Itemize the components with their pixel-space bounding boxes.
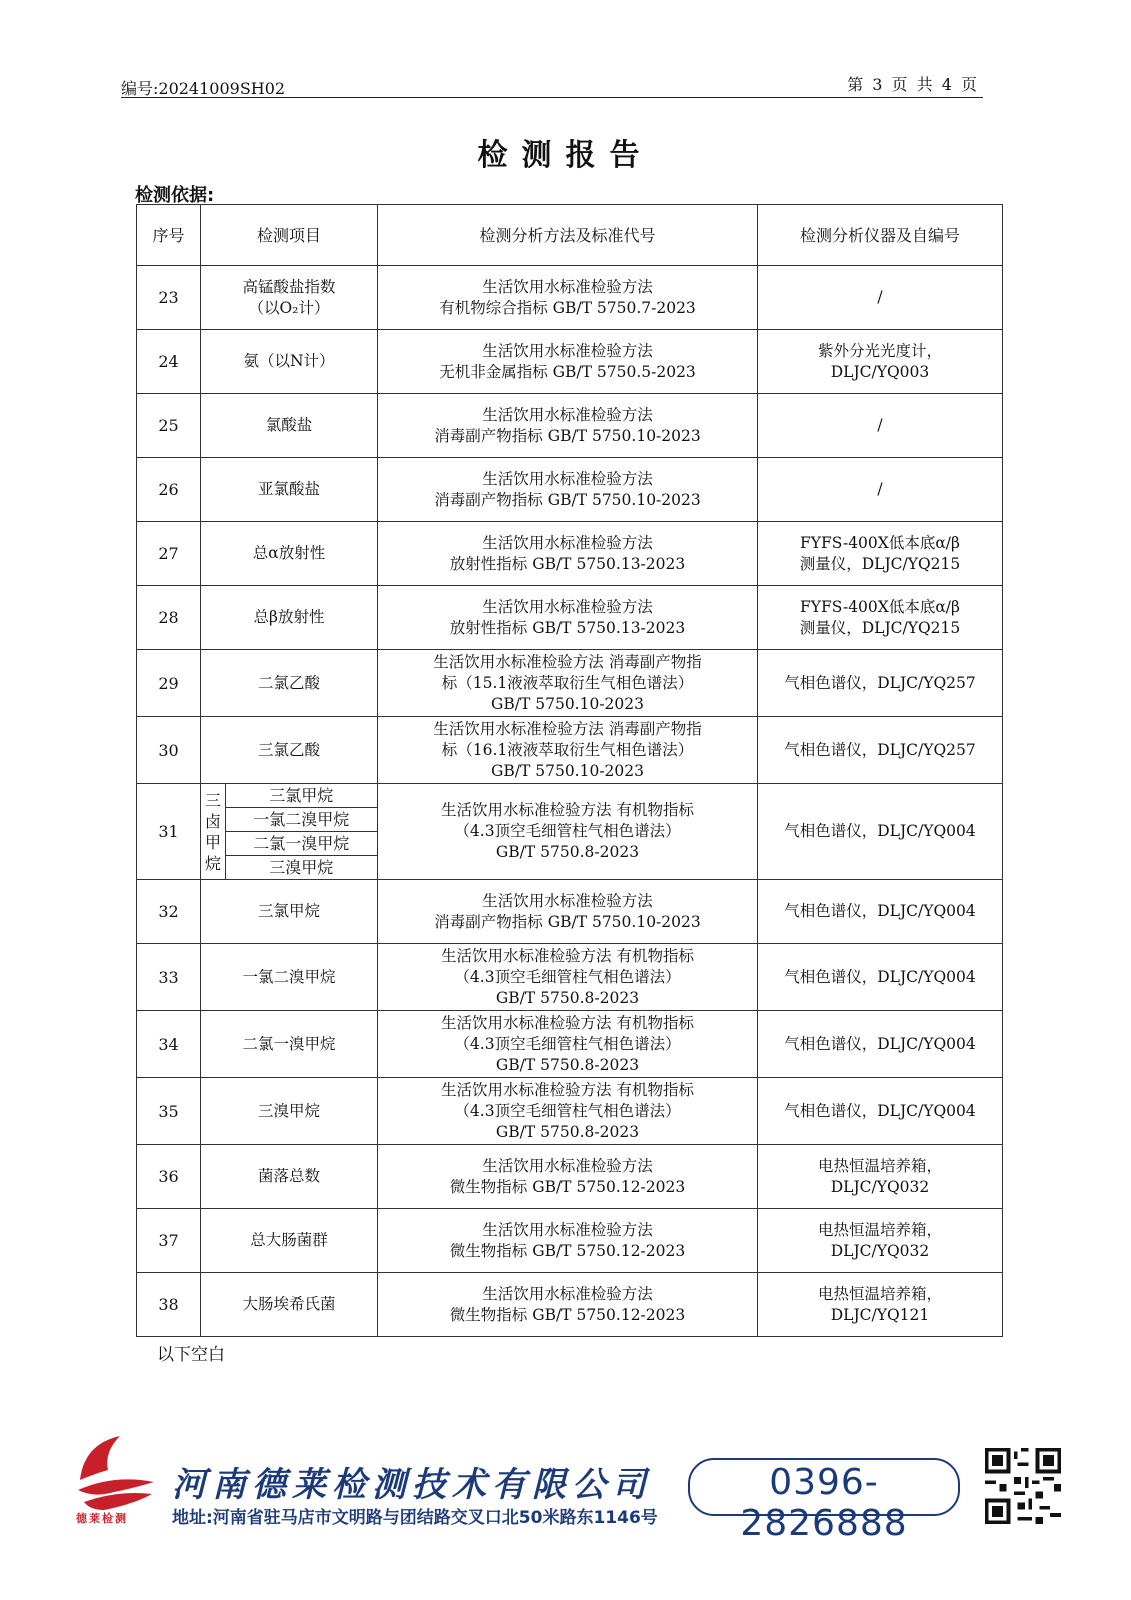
company-address: 地址:河南省驻马店市文明路与团结路交叉口北50米路东1146号 (172, 1508, 658, 1528)
row-item: 总β放射性 (201, 586, 378, 650)
row-instrument: / (758, 394, 1003, 458)
table-row-36 (137, 1145, 1003, 1209)
row-no: 34 (137, 1011, 201, 1078)
row-method: 生活饮用水标准检验方法 微生物指标 GB/T 5750.12-2023 (378, 1273, 758, 1337)
row-item: 一氯二溴甲烷 (201, 944, 378, 1011)
row-instrument: 气相色谱仪，DLJC/YQ257 (758, 717, 1003, 784)
table-row-30 (137, 717, 1003, 784)
row-method: 生活饮用水标准检验方法 有机物指标 （4.3顶空毛细管柱气相色谱法） GB/T 5750.8-2023 (378, 1011, 758, 1078)
row-instrument: 气相色谱仪，DLJC/YQ004 (758, 880, 1003, 944)
table-row-23 (137, 266, 1003, 330)
logo-caption: 德莱检测 (76, 1512, 128, 1525)
row-item: 氯酸盐 (201, 394, 378, 458)
row-item: 菌落总数 (201, 1145, 378, 1209)
header-rule (121, 97, 983, 98)
row-item: 总大肠菌群 (201, 1209, 378, 1273)
row-item: 氨（以N计） (201, 330, 378, 394)
table-row-34 (137, 1011, 1003, 1078)
row-item: 三溴甲烷 (201, 1078, 378, 1145)
page-title: 检测报告 (477, 138, 654, 173)
trihalomethane-subtable (201, 784, 377, 879)
row-item-group (201, 784, 378, 880)
row-instrument: 气相色谱仪，DLJC/YQ004 (758, 1011, 1003, 1078)
row-instrument: 电热恒温培养箱， DLJC/YQ032 (758, 1209, 1003, 1273)
row-item: 三氯甲烷 (201, 880, 378, 944)
table-row-28 (137, 586, 1003, 650)
row-item: 大肠埃希氏菌 (201, 1273, 378, 1337)
table-row-25 (137, 394, 1003, 458)
header-item: 检测项目 (201, 205, 378, 266)
group-label: 三 卤 甲 烷 (201, 784, 225, 879)
table-row-29 (137, 650, 1003, 717)
row-item: 二氯乙酸 (201, 650, 378, 717)
company-name: 河南德莱检测技术有限公司 (172, 1465, 652, 1505)
row-instrument: 紫外分光光度计， DLJC/YQ003 (758, 330, 1003, 394)
table-row-32 (137, 880, 1003, 944)
blank-below-note: 以下空白 (157, 1345, 225, 1365)
qr-code-icon (985, 1448, 1061, 1524)
row-instrument: / (758, 266, 1003, 330)
row-instrument: 气相色谱仪，DLJC/YQ257 (758, 650, 1003, 717)
row-instrument: 电热恒温培养箱， DLJC/YQ121 (758, 1273, 1003, 1337)
row-no: 32 (137, 880, 201, 944)
header-instrument: 检测分析仪器及自编号 (758, 205, 1003, 266)
sub-item: 三溴甲烷 (269, 858, 334, 877)
row-no: 33 (137, 944, 201, 1011)
row-method: 生活饮用水标准检验方法 消毒副产物指 标（15.1液液萃取衍生气相色谱法） GB/T 5750.10-2023 (378, 650, 758, 717)
row-instrument: 电热恒温培养箱， DLJC/YQ032 (758, 1145, 1003, 1209)
page-info: 第 3 页 共 4 页 (847, 75, 979, 94)
row-no: 30 (137, 717, 201, 784)
sub-item: 一氯二溴甲烷 (225, 808, 377, 832)
row-instrument: / (758, 458, 1003, 522)
company-phone: 0396-2826888 (740, 1462, 908, 1544)
row-no: 38 (137, 1273, 201, 1337)
report-number: 编号:20241009SH02 (121, 79, 286, 98)
test-basis-table (136, 204, 1003, 1337)
row-no: 24 (137, 330, 201, 394)
row-no: 26 (137, 458, 201, 522)
row-instrument: FYFS-400X低本底α/β 测量仪，DLJC/YQ215 (758, 586, 1003, 650)
row-method: 生活饮用水标准检验方法 微生物指标 GB/T 5750.12-2023 (378, 1209, 758, 1273)
table-row-38 (137, 1273, 1003, 1337)
row-instrument: FYFS-400X低本底α/β 测量仪，DLJC/YQ215 (758, 522, 1003, 586)
row-method: 生活饮用水标准检验方法 消毒副产物指标 GB/T 5750.10-2023 (378, 458, 758, 522)
row-method: 生活饮用水标准检验方法 有机物指标 （4.3顶空毛细管柱气相色谱法） GB/T 5750.8-2023 (378, 784, 758, 880)
table-row-33 (137, 944, 1003, 1011)
row-item: 三氯乙酸 (201, 717, 378, 784)
row-no: 31 (137, 784, 201, 880)
row-no: 36 (137, 1145, 201, 1209)
row-method: 生活饮用水标准检验方法 有机物指标 （4.3顶空毛细管柱气相色谱法） GB/T 5750.8-2023 (378, 944, 758, 1011)
row-no: 28 (137, 586, 201, 650)
row-method: 生活饮用水标准检验方法 有机物指标 （4.3顶空毛细管柱气相色谱法） GB/T 5750.8-2023 (378, 1078, 758, 1145)
row-no: 29 (137, 650, 201, 717)
table-row-35 (137, 1078, 1003, 1145)
row-method: 生活饮用水标准检验方法 消毒副产物指标 GB/T 5750.10-2023 (378, 394, 758, 458)
row-method: 生活饮用水标准检验方法 有机物综合指标 GB/T 5750.7-2023 (378, 266, 758, 330)
sub-item: 三氯甲烷 (225, 784, 377, 808)
table-row-24 (137, 330, 1003, 394)
row-method: 生活饮用水标准检验方法 放射性指标 GB/T 5750.13-2023 (378, 586, 758, 650)
table-row-37 (137, 1209, 1003, 1273)
row-no: 27 (137, 522, 201, 586)
row-item: 高锰酸盐指数 （以O₂计） (201, 266, 378, 330)
row-instrument: 气相色谱仪，DLJC/YQ004 (758, 1078, 1003, 1145)
row-method: 生活饮用水标准检验方法 放射性指标 GB/T 5750.13-2023 (378, 522, 758, 586)
row-no: 35 (137, 1078, 201, 1145)
row-instrument: 气相色谱仪，DLJC/YQ004 (758, 784, 1003, 880)
row-item: 二氯一溴甲烷 (201, 1011, 378, 1078)
row-no: 25 (137, 394, 201, 458)
row-instrument: 气相色谱仪，DLJC/YQ004 (758, 944, 1003, 1011)
row-no: 23 (137, 266, 201, 330)
company-logo-icon (74, 1430, 158, 1520)
row-method: 生活饮用水标准检验方法 微生物指标 GB/T 5750.12-2023 (378, 1145, 758, 1209)
header-no: 序号 (137, 205, 201, 266)
table-header-row (137, 205, 1003, 266)
row-method: 生活饮用水标准检验方法 消毒副产物指 标（16.1液液萃取衍生气相色谱法） GB/T 5750.10-2023 (378, 717, 758, 784)
row-method: 生活饮用水标准检验方法 消毒副产物指标 GB/T 5750.10-2023 (378, 880, 758, 944)
row-method: 生活饮用水标准检验方法 无机非金属指标 GB/T 5750.5-2023 (378, 330, 758, 394)
header-method: 检测分析方法及标准代号 (378, 205, 758, 266)
row-no: 37 (137, 1209, 201, 1273)
table-row-27 (137, 522, 1003, 586)
row-item: 亚氯酸盐 (201, 458, 378, 522)
sub-item: 二氯一溴甲烷 (225, 832, 377, 856)
basis-label: 检测依据: (135, 185, 215, 206)
table-row-26 (137, 458, 1003, 522)
row-item: 总α放射性 (201, 522, 378, 586)
